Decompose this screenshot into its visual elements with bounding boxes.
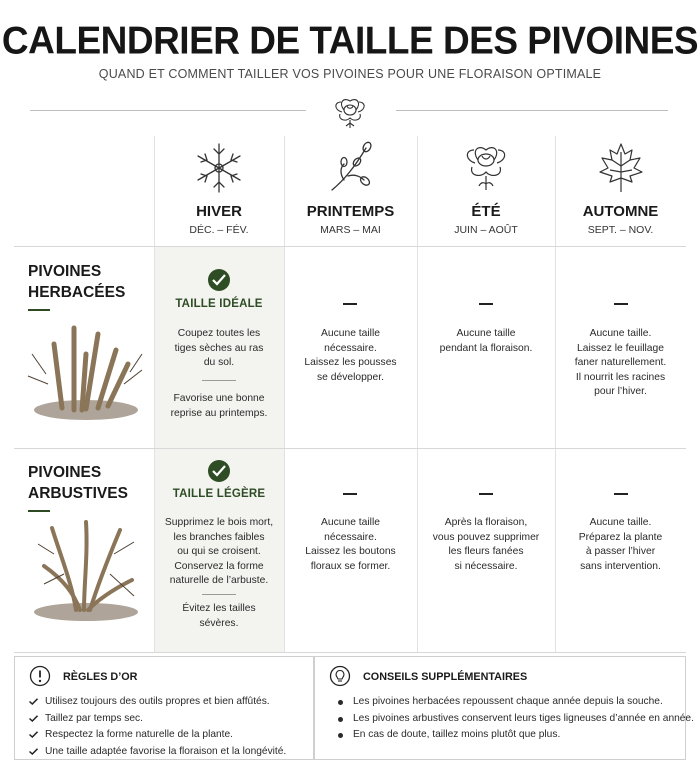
cell-line: Laissez les pousses [304, 357, 397, 369]
cell-line: Évitez les tailles [182, 603, 256, 614]
list-item-text: Les pivoines herbacées repoussent chaque année depuis la souche. [353, 696, 663, 707]
cell-line: naturelle de l’arbuste. [169, 575, 269, 587]
rules-title: RÈGLES D’OR [63, 671, 138, 683]
list-item [337, 711, 694, 728]
cell-line: les fleurs fanées [448, 546, 524, 558]
hiver-note-herbacees [154, 392, 284, 421]
hiver-text-herbacees [154, 327, 284, 371]
cell-line: Aucune taille [321, 328, 380, 339]
row-label-arbustives [28, 462, 128, 512]
cell-line: Préparez la plante [578, 531, 663, 543]
cell-line: si nécessaire. [454, 560, 518, 572]
cell-line: tiges sèches au ras [174, 342, 264, 354]
list-item-text: En cas de doute, taillez moins plutôt que plus. [353, 729, 561, 741]
automne-text-herbacees [555, 327, 686, 400]
cell-line: Il nourrit les racines [575, 371, 666, 383]
list-item [337, 694, 694, 711]
cell-line: reprise au printemps. [170, 407, 268, 419]
no-pruning-dash [614, 493, 628, 495]
budding-branch-icon [324, 140, 378, 196]
row-label-line: ARBUSTIVES [28, 485, 128, 502]
ete-text-arbustives [417, 516, 555, 574]
herbaceous-peony-stems-illustration [24, 314, 146, 424]
tips-title: CONSEILS SUPPLÉMENTAIRES [363, 671, 528, 683]
cell-line: Supprimez le bois mort, [164, 517, 274, 528]
cell-line: à passer l’hiver [585, 546, 656, 558]
lightbulb-icon [329, 665, 351, 687]
tips-box [314, 656, 694, 760]
maple-leaf-icon [594, 140, 648, 196]
peony-flower-icon [328, 92, 372, 132]
list-item-text: Une taille adaptée favorise la floraison et la longévité. [45, 745, 287, 757]
row-label-line: PIVOINES [28, 263, 102, 280]
cell-line: Aucune taille [456, 328, 516, 339]
list-item-text: Les pivoines arbustives conservent leurs tiges ligneuses d’année en année. [353, 712, 694, 724]
page-title: CALENDRIER DE TAILLE DES PIVOINES [1, 18, 699, 62]
cell-line: Aucune taille. [589, 328, 652, 339]
no-pruning-dash [343, 493, 357, 495]
cell-line: pendant la floraison. [439, 342, 533, 354]
no-pruning-dash [479, 493, 493, 495]
list-item-text: Respectez la forme naturelle de la plante. [45, 729, 234, 741]
season-header-hiver [154, 136, 284, 246]
rules-box [14, 656, 314, 760]
row-label-accent [28, 510, 50, 512]
season-name: AUTOMNE [582, 203, 659, 220]
no-pruning-dash [479, 303, 493, 305]
cell-line: du sol. [203, 357, 235, 369]
season-header-ete [417, 136, 555, 246]
check-icon [29, 715, 38, 722]
season-name: HIVER [196, 203, 242, 220]
tips-list [337, 694, 694, 744]
list-item [337, 727, 694, 744]
season-name: ÉTÉ [471, 203, 501, 220]
cell-line: floraux se former. [310, 560, 391, 572]
cell-line: nécessaire. [324, 342, 377, 354]
cell-line: Aucune taille [321, 517, 380, 528]
grid-line [14, 448, 686, 449]
bullet-icon [338, 733, 343, 738]
hiver-note-arbustives [154, 602, 284, 631]
cell-line: nécessaire. [324, 531, 377, 543]
exclamation-icon [29, 665, 51, 687]
cell-line: se développer. [317, 371, 384, 383]
printemps-text-herbacees [284, 327, 417, 385]
rules-list [29, 694, 286, 760]
list-item [29, 711, 286, 728]
cell-line: Laissez le feuillage [576, 342, 664, 354]
season-header-automne [555, 136, 686, 246]
page-subtitle: QUAND ET COMMENT TAILLER VOS PIVOINES POUR UNE FLORAISON OPTIMALE [98, 67, 602, 81]
no-pruning-dash [614, 303, 628, 305]
cell-line: sans intervention. [580, 560, 661, 572]
no-pruning-dash [343, 303, 357, 305]
list-item [29, 744, 286, 761]
season-months: DÉC. – FÉV. [189, 224, 249, 236]
cell-line: vous pouvez supprimer [432, 531, 540, 543]
cell-line: Aucune taille. [589, 517, 652, 528]
check-icon [29, 731, 38, 738]
list-item-text: Taillez par temps sec. [45, 712, 143, 724]
season-months: MARS – MAI [320, 224, 381, 236]
peony-bloom-icon [459, 140, 513, 196]
row-label-line: HERBACÉES [28, 284, 126, 301]
divider-right [396, 110, 668, 111]
checkmark-icon [208, 269, 230, 291]
cell-line: Après la floraison, [444, 517, 528, 528]
grid-line [14, 246, 686, 247]
season-header-printemps [284, 136, 417, 246]
cell-line: pour l’hiver. [594, 386, 647, 398]
hiver-badge-arbustives: TAILLE LÉGÈRE [172, 488, 266, 500]
hiver-text-arbustives [154, 516, 284, 589]
printemps-text-arbustives [284, 516, 417, 574]
cell-line: les branches faibles [173, 531, 265, 543]
cell-line: sévères. [199, 617, 239, 629]
list-item [29, 694, 286, 711]
pruning-calendar-table [14, 136, 686, 652]
row-label-accent [28, 309, 50, 311]
cell-line: ou qui se croisent. [177, 546, 261, 558]
automne-text-arbustives [555, 516, 686, 574]
list-item-text: Utilisez toujours des outils propres et bien affûtés. [45, 696, 270, 707]
cell-line: Conservez la forme [174, 560, 264, 572]
divider-left [30, 110, 306, 111]
list-item [29, 727, 286, 744]
cell-separator [202, 380, 236, 381]
bullet-icon [338, 700, 343, 705]
row-label-herbacees [28, 261, 125, 311]
check-icon [29, 698, 38, 705]
snowflake-icon [192, 140, 246, 196]
grid-line [14, 652, 686, 653]
season-months: JUIN – AOÛT [454, 224, 518, 236]
bullet-icon [338, 717, 343, 722]
tree-peony-branches-illustration [24, 514, 146, 624]
cell-line: Laissez les boutons [305, 546, 396, 558]
checkmark-icon [208, 460, 230, 482]
season-months: SEPT. – NOV. [587, 224, 654, 236]
hiver-badge-herbacees: TAILLE IDÉALE [175, 298, 263, 310]
ete-text-herbacees [417, 327, 555, 356]
cell-separator [202, 594, 236, 595]
cell-line: Favorise une bonne [173, 393, 265, 404]
row-label-line: PIVOINES [28, 464, 102, 481]
season-name: PRINTEMPS [306, 203, 395, 220]
cell-line: Coupez toutes les [177, 328, 261, 339]
check-icon [29, 748, 38, 755]
cell-line: faner naturellement. [574, 357, 667, 369]
